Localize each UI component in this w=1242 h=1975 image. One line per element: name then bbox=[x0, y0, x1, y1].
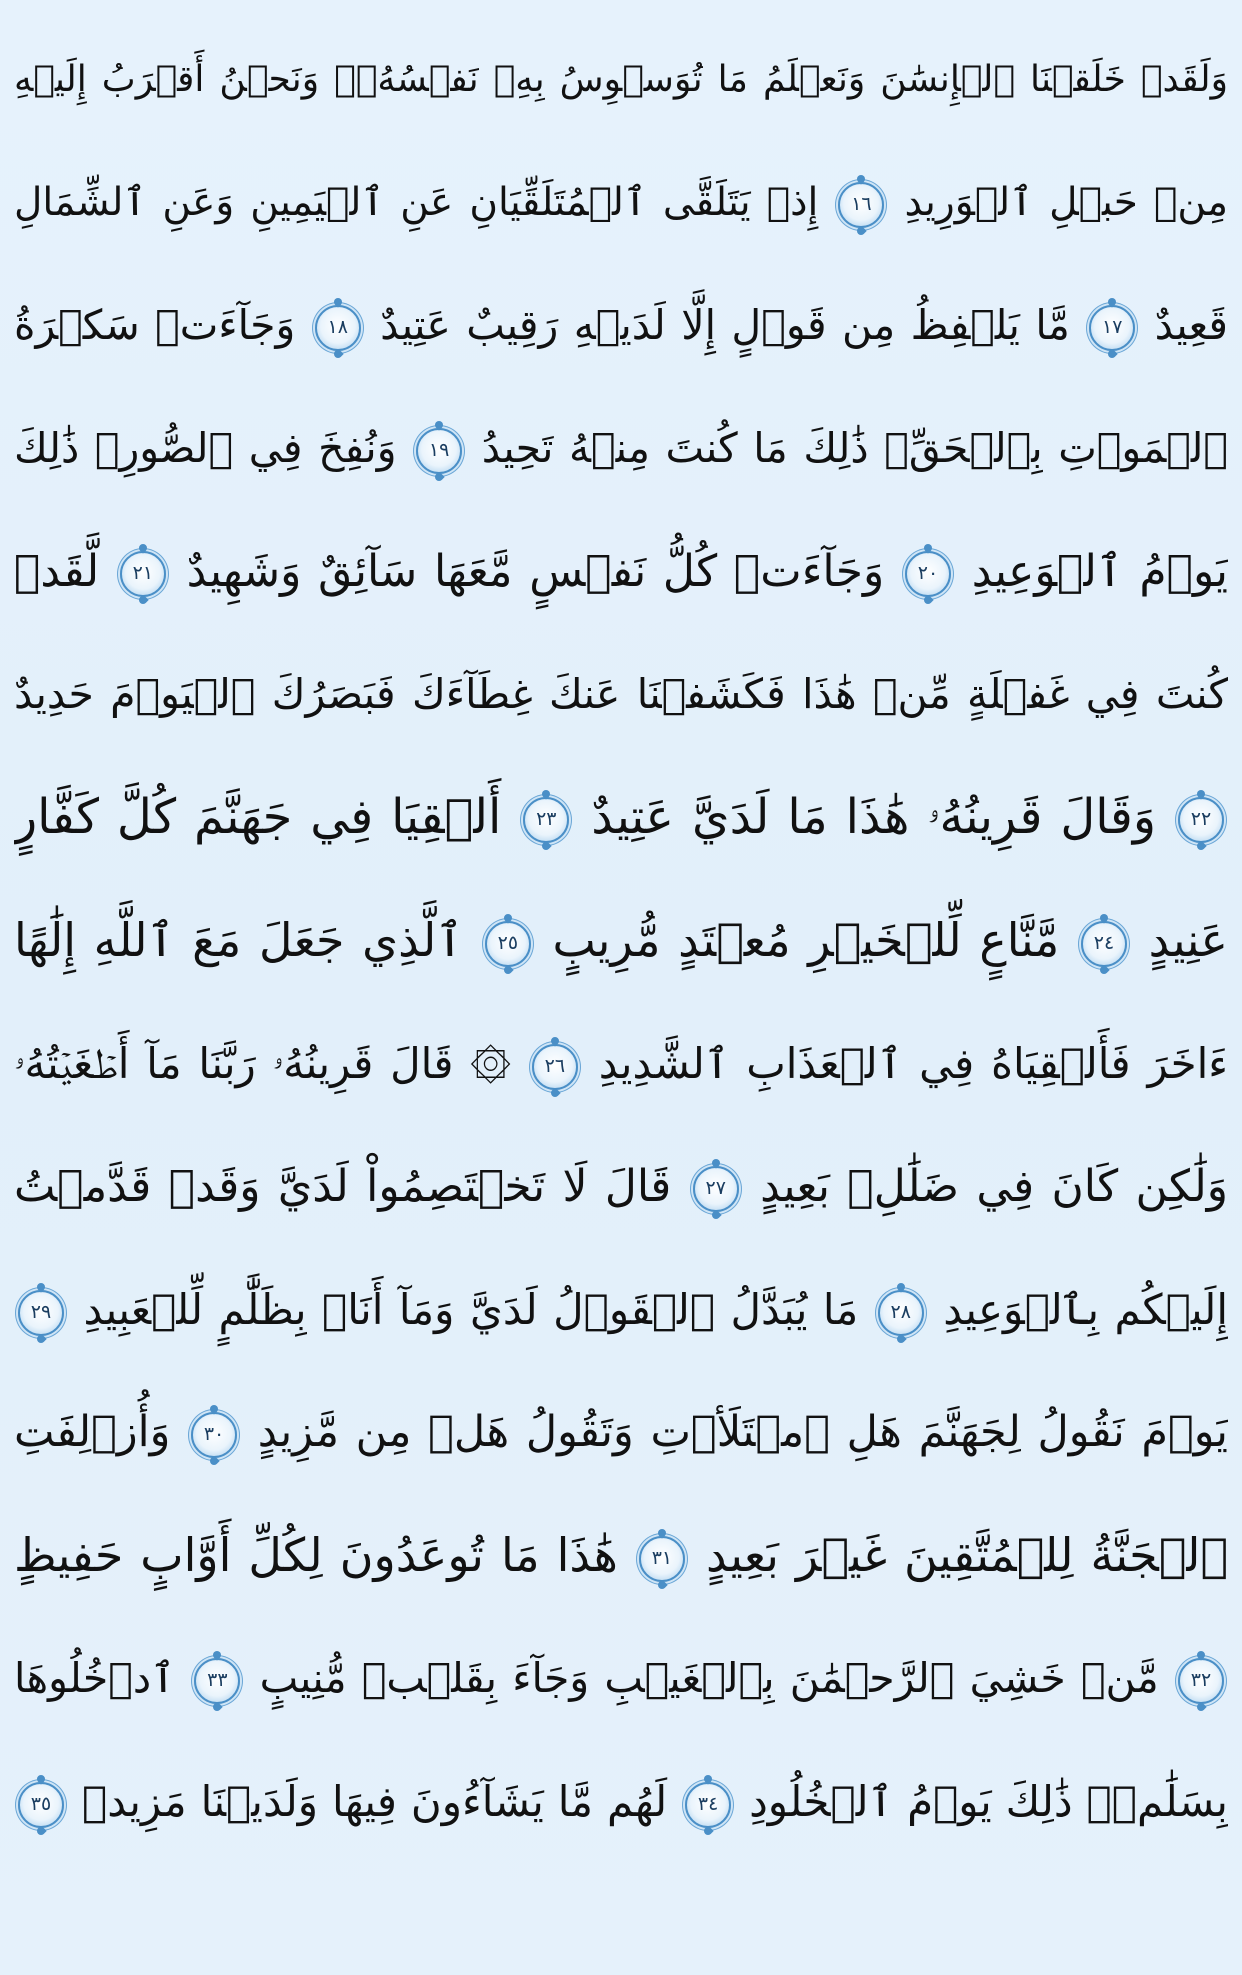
verse-text: قَالَ لَا تَخۡتَصِمُواْ لَدَيَّ وَقَدۡ قَدَّمۡتُ bbox=[14, 1161, 672, 1212]
ayah-number-marker: ٢٧ bbox=[693, 1166, 739, 1212]
verse-text: لَهُم مَّا يَشَآءُونَ فِيهَا وَلَدَيۡنَا مَزِيدٞ bbox=[81, 1777, 668, 1826]
ayah-number-marker: ٣٣ bbox=[194, 1658, 240, 1704]
verse-text: ٱلۡجَنَّةُ لِلۡمُتَّقِينَ غَيۡرَ بَعِيدٍ bbox=[705, 1528, 1228, 1582]
verse-text: وَنُفِخَ فِي ٱلصُّورِۚ ذَٰلِكَ bbox=[14, 424, 397, 472]
verse-text: وَقَالَ قَرِينُهُۥ هَٰذَا مَا لَدَيَّ عَتِيدٌ bbox=[591, 789, 1157, 845]
quran-line bbox=[14, 1740, 1228, 1863]
verse-text: كُنتَ فِي غَفۡلَةٍ مِّنۡ هَٰذَا فَكَشَفۡنَا عَنكَ غِطَآءَكَ فَبَصَرُكَ ٱلۡيَوۡمَ حَدِيدٌ bbox=[14, 670, 1228, 718]
quran-line bbox=[14, 1125, 1228, 1248]
verse-text: مِنۡ حَبۡلِ ٱلۡوَرِيدِ bbox=[904, 180, 1228, 225]
verse-text: إِذۡ يَتَلَقَّى ٱلۡمُتَلَقِّيَانِ عَنِ ٱلۡيَمِينِ وَعَنِ ٱلشِّمَالِ bbox=[14, 180, 819, 225]
quran-line bbox=[14, 756, 1228, 879]
verse-text: هَٰذَا مَا تُوعَدُونَ لِكُلِّ أَوَّابٍ حَفِيظٍ bbox=[14, 1528, 618, 1582]
verse-text: لَّقَدۡ bbox=[14, 546, 100, 597]
verse-text: وَلَقَدۡ خَلَقۡنَا ٱلۡإِنسَٰنَ وَنَعۡلَمُ مَا تُوَسۡوِسُ بِهِۦ نَفۡسُهُۥۖ وَنَحۡنُ أَقۡرَبُ إِلَيۡهِ bbox=[14, 59, 1228, 100]
ayah-number-marker: ١٨ bbox=[315, 305, 361, 351]
ayah-number-marker: ١٩ bbox=[416, 428, 462, 474]
quran-text-block bbox=[14, 0, 1228, 1975]
verse-text: وَلَٰكِن كَانَ فِي ضَلَٰلِۭ بَعِيدٍ bbox=[760, 1161, 1228, 1212]
ayah-number-marker: ١٧ bbox=[1089, 305, 1135, 351]
verse-text: مَّنَّاعٍ لِّلۡخَيۡرِ مُعۡتَدٍ مُّرِيبٍ bbox=[552, 913, 1060, 967]
verse-text: وَأُزۡلِفَتِ bbox=[14, 1407, 171, 1457]
quran-line bbox=[14, 264, 1228, 387]
verse-text: مَّا يَلۡفِظُ مِن قَوۡلٍ إِلَّا لَدَيۡهِ رَقِيبٌ عَتِيدٌ bbox=[380, 301, 1070, 349]
verse-text: عَنِيدٍ bbox=[1148, 913, 1228, 967]
verse-text: ٱدۡخُلُوهَا bbox=[14, 1654, 176, 1702]
quran-line bbox=[14, 1494, 1228, 1617]
ayah-number-marker: ٢٥ bbox=[485, 921, 531, 967]
verse-text: ۞ قَالَ قَرِينُهُۥ رَبَّنَا مَآ أَطۡغَيۡتُهُۥ bbox=[14, 1039, 512, 1088]
ayah-number-marker: ٣٠ bbox=[191, 1412, 237, 1458]
ayah-number-marker: ٣٢ bbox=[1178, 1658, 1224, 1704]
ayah-number-marker: ٣٤ bbox=[685, 1782, 731, 1828]
verse-text: قَعِيدٌ bbox=[1154, 301, 1228, 349]
verse-text: أَلۡقِيَا فِي جَهَنَّمَ كُلَّ كَفَّارٍ bbox=[14, 789, 502, 845]
verse-text: وَجَآءَتۡ كُلُّ نَفۡسٍ مَّعَهَا سَآئِقٌ وَشَهِيدٌ bbox=[186, 546, 885, 597]
verse-text: بِسَلَٰمٖۖ ذَٰلِكَ يَوۡمُ ٱلۡخُلُودِ bbox=[749, 1777, 1228, 1826]
ayah-number-marker: ٢٣ bbox=[523, 797, 569, 843]
quran-line bbox=[14, 387, 1228, 510]
verse-text: إِلَيۡكُم بِٱلۡوَعِيدِ bbox=[943, 1285, 1228, 1334]
ayah-number-marker: ١٦ bbox=[838, 182, 884, 228]
ayah-number-marker: ٢١ bbox=[120, 551, 166, 597]
verse-text: ءَاخَرَ فَأَلۡقِيَاهُ فِي ٱلۡعَذَابِ ٱلشَّدِيدِ bbox=[598, 1039, 1228, 1088]
quran-line bbox=[14, 1617, 1228, 1740]
ayah-number-marker: ٢٩ bbox=[18, 1290, 64, 1336]
verse-text: مَا يُبَدَّلُ ٱلۡقَوۡلُ لَدَيَّ وَمَآ أَنَا۠ بِظَلَّٰمٍ لِّلۡعَبِيدِ bbox=[83, 1285, 859, 1334]
quran-line bbox=[14, 141, 1228, 264]
verse-text: ٱلۡمَوۡتِ بِٱلۡحَقِّۖ ذَٰلِكَ مَا كُنتَ مِنۡهُ تَحِيدُ bbox=[481, 424, 1228, 472]
quran-line bbox=[14, 633, 1228, 756]
ayah-number-marker: ٢٤ bbox=[1081, 921, 1127, 967]
ayah-number-marker: ٣١ bbox=[639, 1536, 685, 1582]
quran-line bbox=[14, 1002, 1228, 1125]
quran-line bbox=[14, 1248, 1228, 1371]
quran-line bbox=[14, 1371, 1228, 1494]
ayah-number-marker: ٢٠ bbox=[905, 551, 951, 597]
ayah-number-marker: ٢٦ bbox=[532, 1044, 578, 1090]
quran-line bbox=[14, 18, 1228, 141]
quran-line bbox=[14, 879, 1228, 1002]
quran-line bbox=[14, 510, 1228, 633]
ayah-number-marker: ٢٨ bbox=[878, 1290, 924, 1336]
ayah-number-marker: ٣٥ bbox=[18, 1782, 64, 1828]
ayah-number-marker: ٢٢ bbox=[1178, 797, 1224, 843]
verse-text: يَوۡمَ نَقُولُ لِجَهَنَّمَ هَلِ ٱمۡتَلَأۡتِ وَتَقُولُ هَلۡ مِن مَّزِيدٍ bbox=[257, 1407, 1228, 1457]
verse-text: يَوۡمُ ٱلۡوَعِيدِ bbox=[971, 546, 1228, 597]
verse-text: مَّنۡ خَشِيَ ٱلرَّحۡمَٰنَ بِٱلۡغَيۡبِ وَجَآءَ بِقَلۡبٖ مُّنِيبٍ bbox=[259, 1654, 1159, 1702]
verse-text: ٱلَّذِي جَعَلَ مَعَ ٱللَّهِ إِلَٰهًا bbox=[14, 913, 464, 967]
verse-text: وَجَآءَتۡ سَكۡرَةُ bbox=[14, 301, 296, 349]
